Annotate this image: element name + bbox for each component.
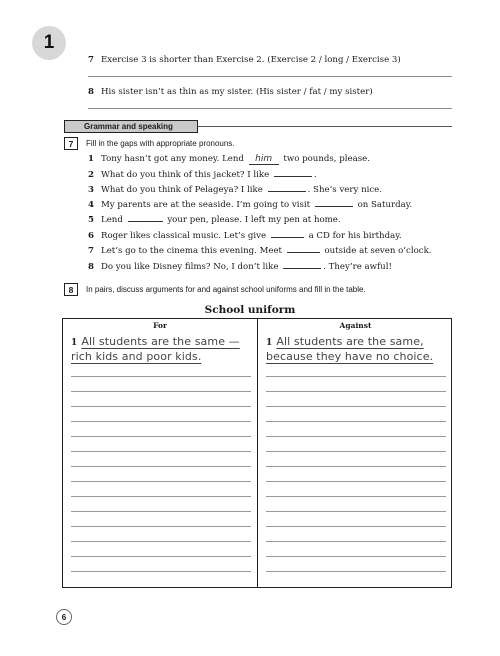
item-text-before: My parents are at the seaside. I’m going to visit <box>101 200 311 210</box>
unit-number-badge: 1 <box>32 26 66 60</box>
item-text-after: a CD for his birthday. <box>308 231 402 241</box>
section-divider <box>198 126 452 127</box>
writing-line[interactable] <box>266 406 446 407</box>
against-entry-line-2[interactable] <box>266 350 433 363</box>
for-entry-line-2[interactable] <box>71 350 201 363</box>
item-text-before: Lend <box>101 215 123 225</box>
gap-item-6 <box>88 230 402 242</box>
handwritten-text: All students are the same, <box>276 335 424 348</box>
gap-item-3 <box>88 184 382 196</box>
gap-field[interactable] <box>128 214 163 222</box>
section-title: Grammar and speaking <box>64 120 198 133</box>
item-text-after: outside at seven o’clock. <box>324 246 432 256</box>
answer-line-7[interactable] <box>88 76 452 77</box>
item-number: 8 <box>88 87 94 97</box>
writing-line[interactable] <box>71 526 251 527</box>
item-number: 4 <box>88 200 94 210</box>
item-number: 7 <box>88 55 94 65</box>
writing-line[interactable] <box>266 466 446 467</box>
item-text-before: Tony hasn’t got any money. Lend <box>101 154 244 164</box>
entry-number: 1 <box>71 338 78 348</box>
gap-item-7 <box>88 245 432 257</box>
gap-item-8 <box>88 261 392 273</box>
item-number: 7 <box>88 246 94 256</box>
writing-line[interactable] <box>266 436 446 437</box>
writing-line[interactable] <box>71 451 251 452</box>
writing-line[interactable] <box>71 556 251 557</box>
writing-line[interactable] <box>71 511 251 512</box>
item-text-before: Do you like Disney films? No, I don’t like <box>101 262 279 272</box>
writing-line[interactable] <box>266 571 446 572</box>
writing-line[interactable] <box>71 406 251 407</box>
item-number: 5 <box>88 215 94 225</box>
against-column <box>258 319 453 587</box>
item-text-after: your pen, please. I left my pen at home. <box>167 215 341 225</box>
item-text-after: . She’s very nice. <box>307 185 382 195</box>
writing-line[interactable] <box>266 421 446 422</box>
for-column <box>63 319 258 587</box>
item-text-after: . They’re awful! <box>323 262 392 272</box>
exercise-7-instruction: Fill in the gaps with appropriate pronouns. <box>86 139 235 148</box>
writing-line[interactable] <box>266 451 446 452</box>
writing-line[interactable] <box>71 541 251 542</box>
writing-line[interactable] <box>266 376 446 377</box>
writing-line[interactable] <box>71 481 251 482</box>
writing-line[interactable] <box>71 421 251 422</box>
handwritten-text: rich kids and poor kids. <box>71 350 202 363</box>
item-text-before: Roger likes classical music. Let’s give <box>101 231 267 241</box>
gap-field[interactable] <box>271 230 304 238</box>
comparison-item-8 <box>88 87 373 98</box>
gap-item-1 <box>88 154 370 165</box>
writing-line[interactable] <box>266 526 446 527</box>
exercise-7-number: 7 <box>64 137 78 150</box>
item-text-before: Let’s go to the cinema this evening. Meet <box>101 246 282 256</box>
item-text-after: two pounds, please. <box>283 154 370 164</box>
for-entry-line-1[interactable] <box>71 335 240 348</box>
against-entry-line-1[interactable] <box>266 335 424 348</box>
exercise-8-number: 8 <box>64 283 78 296</box>
item-text-after: . <box>313 170 317 180</box>
writing-line[interactable] <box>266 541 446 542</box>
against-column-header: Against <box>339 321 372 330</box>
page-number: 6 <box>56 609 72 625</box>
for-against-table <box>62 318 452 588</box>
gap-field[interactable] <box>287 245 320 253</box>
writing-line[interactable] <box>71 436 251 437</box>
writing-line[interactable] <box>71 496 251 497</box>
answer-line-8[interactable] <box>88 108 452 109</box>
gap-field[interactable] <box>268 184 306 192</box>
item-text-after: on Saturday. <box>357 200 413 210</box>
writing-line[interactable] <box>266 481 446 482</box>
handwritten-text: All students are the same — <box>81 335 240 348</box>
writing-line[interactable] <box>266 556 446 557</box>
gap-item-4 <box>88 199 412 211</box>
writing-line[interactable] <box>266 511 446 512</box>
item-number: 6 <box>88 231 94 241</box>
writing-line[interactable] <box>71 376 251 377</box>
for-column-header: For <box>153 321 167 330</box>
item-number: 1 <box>88 154 94 164</box>
item-text-before: What do you think of Pelageya? I like <box>101 185 263 195</box>
writing-line[interactable] <box>71 571 251 572</box>
exercise-8-instruction: In pairs, discuss arguments for and against school uniforms and fill in the table. <box>86 285 366 294</box>
gap-field[interactable] <box>274 169 312 177</box>
item-number: 2 <box>88 170 94 180</box>
item-text: Exercise 3 is shorter than Exercise 2. (Exercise 2 / long / Exercise 3) <box>101 55 401 65</box>
writing-line[interactable] <box>266 496 446 497</box>
gap-item-2 <box>88 169 317 181</box>
entry-number: 1 <box>266 338 273 348</box>
gap-field[interactable] <box>283 261 321 269</box>
table-title: School uniform <box>204 304 296 316</box>
writing-line[interactable] <box>71 466 251 467</box>
item-number: 3 <box>88 185 94 195</box>
writing-line[interactable] <box>266 391 446 392</box>
comparison-item-7 <box>88 55 401 66</box>
gap-item-5 <box>88 214 341 226</box>
item-text-before: What do you think of this jacket? I like <box>101 170 270 180</box>
filled-answer[interactable]: him <box>249 155 279 165</box>
writing-line[interactable] <box>71 391 251 392</box>
handwritten-text: because they have no choice. <box>266 350 434 363</box>
item-number: 8 <box>88 262 94 272</box>
item-text: His sister isn’t as thin as my sister. (His sister / fat / my sister) <box>101 87 373 97</box>
gap-field[interactable] <box>315 199 353 207</box>
